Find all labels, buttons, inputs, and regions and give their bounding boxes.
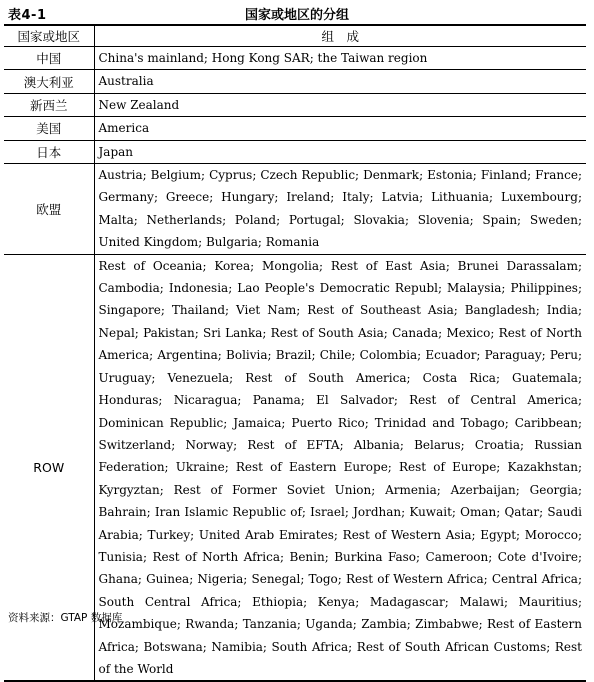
region-cell: 澳大利亚 bbox=[4, 70, 94, 93]
region-cell: ROW bbox=[4, 254, 94, 681]
region-cell: 中国 bbox=[4, 47, 94, 70]
table-row bbox=[4, 117, 586, 140]
members-cell: New Zealand bbox=[94, 93, 586, 116]
region-cell: 日本 bbox=[4, 140, 94, 163]
table-row bbox=[4, 164, 586, 255]
source-note: 资料来源：GTAP 数据库 bbox=[8, 612, 123, 624]
table-caption bbox=[8, 4, 586, 24]
country-group-table bbox=[4, 24, 586, 682]
members-cell: Austria; Belgium; Cyprus; Czech Republic; Denmark; Estonia; Finland; France; Germany; Greece; Hungary; Ireland; Italy; Latvia; Lithuania; Luxembourg; Malta; Netherlands; Poland; Portugal; Slovakia; Slovenia; Spain; Sweden; United Kingdom; Bulgaria; Romania bbox=[94, 164, 586, 255]
table-row bbox=[4, 70, 586, 93]
region-cell: 欧盟 bbox=[4, 164, 94, 255]
members-cell: Rest of Oceania; Korea; Mongolia; Rest of East Asia; Brunei Darassalam; Cambodia; Indonesia; Lao People's Democratic Republ; Malaysia; Philippines; Singapore; Thailand; Viet Nam; Rest of Southeast Asia; Bangladesh; India; Nepal; Pakistan; Sri Lanka; Rest of South Asia; Canada; Mexico; Rest of North America; Argentina; Bolivia; Brazil; Chile; Colombia; Ecuador; Paraguay; Peru; Uruguay; Venezuela; Rest of South America; Costa Rica; Guatemala; Honduras; Nicaragua; Panama; El Salvador; Rest of Central America; Dominican Republic; Jamaica; Puerto Rico; Trinidad and Tobago; Caribbean; Switzerland; Norway; Rest of EFTA; Albania; Belarus; Croatia; Russian Federation; Ukraine; Rest of Eastern Europe; Rest of Europe; Kazakhstan; Kyrgyztan; Rest of Former Soviet Union; Armenia; Azerbaijan; Georgia; Bahrain; Iran Islamic Republic of; Israel; Jordhan; Kuwait; Oman; Qatar; Saudi Arabia; Turkey; United Arab Emirates; Rest of Western Asia; Egypt; Morocco; Tunisia; Rest of North Africa; Benin; Burkina Faso; Cameroon; Cote d'Ivoire; Ghana; Guinea; Nigeria; Senegal; Togo; Rest of Western Africa; Central Africa; South Central Africa; Ethiopia; Kenya; Madagascar; Malawi; Mauritius; Mozambique; Rwanda; Tanzania; Uganda; Zambia; Zimbabwe; Rest of Eastern Africa; Botswana; Namibia; South Africa; Rest of South African Customs; Rest of the World bbox=[94, 254, 586, 681]
column-header-region: 国家或地区 bbox=[4, 25, 94, 47]
header-row bbox=[4, 25, 586, 47]
members-cell: China's mainland; Hong Kong SAR; the Taiwan region bbox=[94, 47, 586, 70]
region-cell: 美国 bbox=[4, 117, 94, 140]
table-number: 表4-1 bbox=[8, 8, 47, 23]
table-row bbox=[4, 140, 586, 163]
members-cell: America bbox=[94, 117, 586, 140]
column-header-composition: 组 成 bbox=[94, 25, 586, 47]
members-cell: Australia bbox=[94, 70, 586, 93]
region-cell: 新西兰 bbox=[4, 93, 94, 116]
members-cell: Japan bbox=[94, 140, 586, 163]
table-row bbox=[4, 47, 586, 70]
table-row bbox=[4, 93, 586, 116]
table-title: 国家或地区的分组 bbox=[244, 8, 349, 23]
